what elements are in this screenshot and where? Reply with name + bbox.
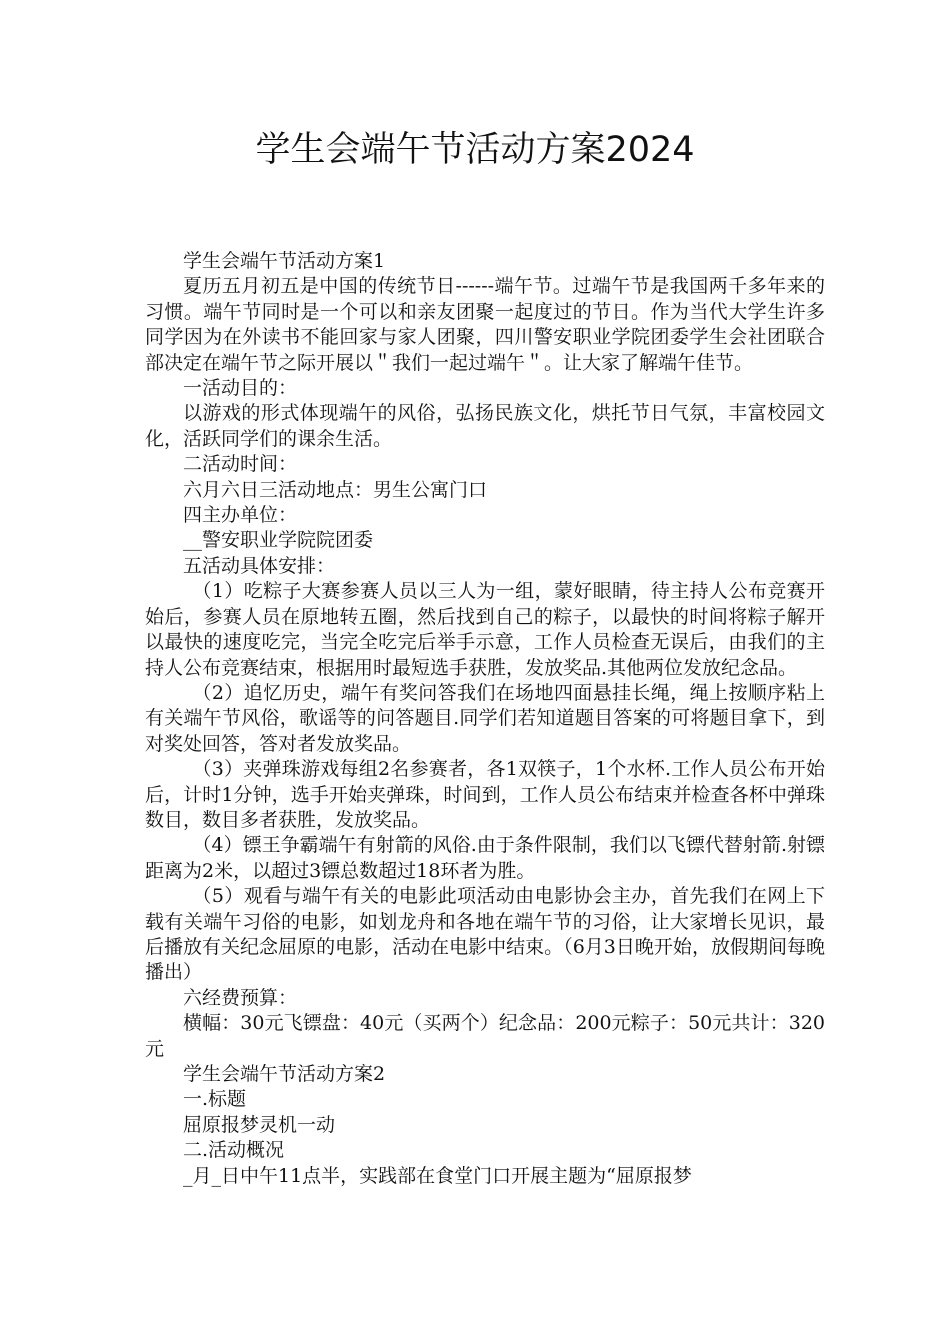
document-body xyxy=(145,249,825,1189)
section-heading: 五活动具体安排： xyxy=(183,554,336,577)
paragraph: 六月六日三活动地点：男生公寓门口 xyxy=(183,478,488,501)
section-heading: 学生会端午节活动方案1 xyxy=(183,250,386,272)
section-heading: 四主办单位： xyxy=(183,504,298,527)
list-item: （2）追忆历史，端午有奖问答我们在场地四面悬挂长绳，绳上按顺序粘上有关端午节风俗，歌谣等的问答题目.同学们若知道题目答案的可将题目拿下，到对奖处回答，答对者发放奖品。 xyxy=(145,681,825,755)
paragraph: 以游戏的形式体现端午的风俗，弘扬民族文化，烘托节日气氛，丰富校园文化，活跃同学们的课余生活。 xyxy=(145,402,825,450)
section-heading: 学生会端午节活动方案2 xyxy=(183,1063,386,1085)
list-item: （1）吃粽子大赛参赛人员以三人为一组，蒙好眼睛，待主持人公布竞赛开始后，参赛人员在原地转五圈，然后找到自己的粽子，以最快的时间将粽子解开以最快的速度吃完，当完全吃完后举手示意，工作人员检查无误后，由我们的主持人公布竞赛结束，根据用时最短选手获胜，发放奖品.其他两位发放纪念品。 xyxy=(145,580,825,679)
list-item: （3）夹弹珠游戏每组2名参赛者，各1双筷子，1个水杯.工作人员公布开始后，计时1分钟，选手开始夹弹珠，时间到，工作人员公布结束并检查各杯中弹珠数目，数目多者获胜，发放奖品。 xyxy=(145,758,825,831)
section-heading: 一活动目的： xyxy=(183,377,298,400)
paragraph: 横幅：30元飞镖盘：40元（买两个）纪念品：200元粽子：50元共计：320元 xyxy=(145,1012,825,1060)
paragraph: __警安职业学院院团委 xyxy=(183,529,374,552)
document-title: 学生会端午节活动方案2024 xyxy=(255,130,695,170)
list-item: （4）镖王争霸端午有射箭的风俗.由于条件限制，我们以飞镖代替射箭.射镖距离为2米，以超过3镖总数超过18环者为胜。 xyxy=(145,834,825,882)
paragraph: _月_日中午11点半，实践部在食堂门口开展主题为“屈原报梦 xyxy=(183,1164,692,1187)
section-heading: 二.活动概况 xyxy=(183,1139,285,1162)
section-heading: 一.标题 xyxy=(183,1088,247,1111)
list-item: （5）观看与端午有关的电影此项活动由电影协会主办，首先我们在网上下载有关端午习俗的电影，如划龙舟和各地在端午节的习俗，让大家增长见识，最后播放有关纪念屈原的电影，活动在电影中结束。（6月3日晚开始，放假期间每晚播出） xyxy=(145,885,825,984)
paragraph: 夏历五月初五是中国的传统节日------端午节。过端午节是我国两千多年来的习惯。端午节同时是一个可以和亲友团聚一起度过的节日。作为当代大学生许多同学因为在外读书不能回家与家人团聚，四川警安职业学院团委学生会社团联合部决定在端午节之际开展以＂我们一起过端午＂。让大家了解端午佳节。 xyxy=(145,275,825,374)
section-heading: 六经费预算： xyxy=(183,986,298,1009)
paragraph: 屈原报梦灵机一动 xyxy=(183,1113,336,1136)
section-heading: 二活动时间： xyxy=(183,453,298,476)
